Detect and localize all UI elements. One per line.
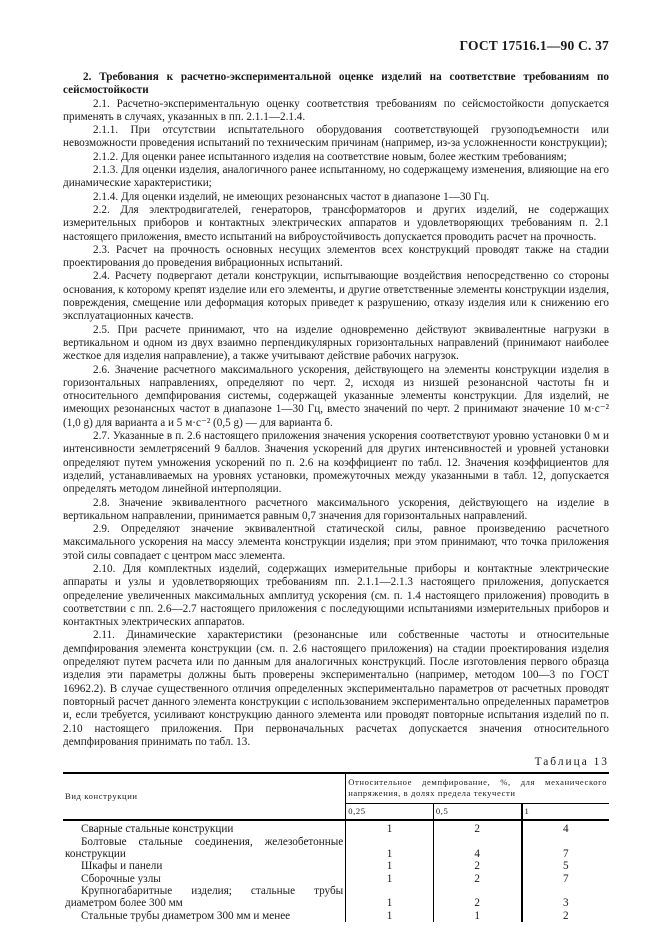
cell-value: 7 <box>562 872 569 885</box>
paragraph-2-11: 2.11. Динамические характеристики (резонансные или собственные частоты и относительные демпфирования элемента конструкции (см. п. 2.6 настоящего приложения) на стадии проектирования изделия определяют путем расчета или по данным для аналогичных конструкций. После изготовления первого образца изделия эти параметры должны быть проверены экспериментально (например, методом 100—3 по ГОСТ 16962.2). В случае существенного отличия определенных экспериментально параметров от расчетных проводят повторный расчет данного элемента конструкции с использованием экспериментально определенных параметров и, если требуется, усиливают конструкцию данного элемента или проводят повторные испытания изделий по п. 2.10 настоящего приложения. При первоначальных расчетах допускается значения относительного демпфирования принимать по табл. 13. <box>63 629 609 748</box>
paragraph-2-1-2: 2.1.2. Для оценки ранее испытанного изделия на соответствие новым, более жестким требованиям; <box>93 150 567 163</box>
paragraph-2-7: 2.7. Указанные в п. 2.6 настоящего приложения значения ускорения соответствуют уровню установки 0 м и интенсивности землетрясений 9 баллов. Значения ускорений для других интенсивностей и уровней установки определяют путем умножения ускорений по п. 2.6 на коэффициент по табл. 12. Значения коэффициентов для изделий, устанавливаемых на уровнях установки, промежуточных между указанными в табл. 12, допускается определять методом линейной интерполяции. <box>63 430 609 496</box>
cell-value: 3 <box>562 897 569 910</box>
cell-value: 1 <box>346 860 434 872</box>
table-caption: Таблица 13 <box>534 756 609 769</box>
page-running-title: ГОСТ 17516.1—90 С. 37 <box>459 38 609 53</box>
table-row <box>63 910 609 922</box>
paragraph-2-1-1: 2.1.1. При отсутствии испытательного оборудования соответствующей грузоподъемности или невозможности проведения испытаний по техническим причинам (например, из-за усложненности конструкции); <box>63 124 609 150</box>
row-kind: Болтовые стальные соединения, железобетонные конструкции <box>65 835 344 861</box>
cell-value: 5 <box>562 860 569 873</box>
table-row <box>63 885 609 910</box>
paragraph-2-2: 2.2. Для электродвигателей, генераторов, трансформаторов и других изделий, не содержащих измерительных приборов и контактных электрических аппаратов и удовлетворяющих требованиям п. 2.1 настоящего приложения, вместо испытаний на виброустойчивость допускается проводить расчет на прочность. <box>63 203 609 243</box>
row-kind: Стальные трубы диаметром 300 мм и менее <box>81 909 291 922</box>
paragraph-2-4: 2.4. Расчету подвергают детали конструкции, испытывающие воздействия непосредственно со стороны основания, к которому крепят изделие или его элементы, и другие ответственные элементы конструкции изделия, повреждения, смещение или деформация которых приведет к разрушению, отказу изделия или к снижению его эксплуатационных качеств. <box>63 270 609 323</box>
column-header-1: 1 <box>522 804 610 821</box>
table-row <box>63 860 609 872</box>
row-kind: Сварные стальные конструкции <box>81 823 234 836</box>
paragraph-2-1-3: 2.1.3. Для оценки изделия, аналогичного ранее испытанному, но содержащему изменения, влияющие на его динамические характеристики; <box>63 164 609 190</box>
damping-table <box>63 772 609 921</box>
row-kind: Шкафы и панели <box>81 860 163 873</box>
paragraph-2-1-4: 2.1.4. Для оценки изделий, не имеющих резонансных частот в диапазоне 1—30 Гц. <box>93 190 490 203</box>
cell-value: 7 <box>562 848 569 861</box>
row-kind: Сборочные узлы <box>81 872 161 885</box>
paragraph-2-5: 2.5. При расчете принимают, что на изделие одновременно действуют эквивалентные нагрузки в вертикальном и одном из двух взаимно перпендикулярных горизонтальных направлений (принимают наиболее жесткое для изделия направление), а также учитывают действие рабочих нагрузок. <box>63 323 609 363</box>
cell-value: 1 <box>346 873 434 885</box>
cell-value: 1 <box>346 820 434 835</box>
paragraph-2-6: 2.6. Значение расчетного максимального ускорения, действующего на элементы конструкции изделия в горизонтальных направлениях, определяют по черт. 2, исходя из низшей резонансной частоты fн и относительного демпфирования системы, содержащей указанные элементы конструкции. Для изделий, не имеющих резонансных частот в диапазоне 1—30 Гц, вместо значений по черт. 2 принимают значение 10 м·с⁻² (1,0 g) для варианта а и 5 м·с⁻² (0,5 g) — для варианта б. <box>63 363 609 429</box>
document-body <box>63 71 609 922</box>
column-header-0-5: 0,5 <box>433 804 521 821</box>
paragraph-2-9: 2.9. Определяют значение эквивалентной статической силы, равное произведению расчетного максимального ускорения на массу элемента конструкции изделия; при этом принимают, что точка приложения этой силы совпадает с центром масс элемента. <box>63 523 609 562</box>
cell-value: 1 <box>433 910 521 922</box>
cell-value: 2 <box>433 873 521 885</box>
table-row <box>63 820 609 835</box>
column-header-kind: Вид конструкции <box>63 773 346 820</box>
paragraph-2-3: 2.3. Расчет на прочность основных несущих элементов всех конструкций проводят также на стадии проектирования до проведения вибрационных испытаний. <box>63 243 609 270</box>
column-header-damping-group: Относительное демпфирование, %, для механического напряжения, в долях предела текучести <box>346 773 609 804</box>
cell-value: 4 <box>433 836 521 861</box>
cell-value: 2 <box>433 820 521 835</box>
paragraph-2-10: 2.10. Для комплектных изделий, содержащих измерительные приборы и контактные электрические аппараты и узлы и удовлетворяющих требованиям пп. 2.1.1—2.1.3 настоящего приложения, допускается определение увеличенных максимальных амплитуд ускорения (см. п. 1.4 настоящего приложения) проводить в соответствии с пп. 2.6—2.7 настоящего приложения с последующими испытаниями измерительных приборов и контактных электрических аппаратов. <box>63 562 609 629</box>
section-title: 2. Требования к расчетно-экспериментальной оценке изделий на соответствие требованиям по сейсмостойкости <box>63 71 609 97</box>
cell-value: 1 <box>346 910 434 922</box>
paragraph-2-8: 2.8. Значение эквивалентного расчетного максимального ускорения, действующего на изделие в вертикальном направлении, принимается равным 0,7 значения для горизонтальных направлений. <box>63 496 609 522</box>
cell-value: 4 <box>562 823 569 836</box>
paragraph-2-1: 2.1. Расчетно-экспериментальную оценку соответствия требованиям по сейсмостойкости допускается применять в случаях, указанных в пп. 2.1.1—2.1.4. <box>63 97 609 123</box>
cell-value: 1 <box>346 885 434 910</box>
table-row <box>63 873 609 885</box>
cell-value: 2 <box>433 885 521 910</box>
row-kind: Крупногабаритные изделия; стальные трубы диаметром более 300 мм <box>65 884 344 910</box>
cell-value: 1 <box>346 836 434 861</box>
table-row <box>63 836 609 861</box>
cell-value: 2 <box>562 909 569 922</box>
cell-value: 2 <box>433 860 521 872</box>
column-header-0-25: 0,25 <box>346 804 434 821</box>
